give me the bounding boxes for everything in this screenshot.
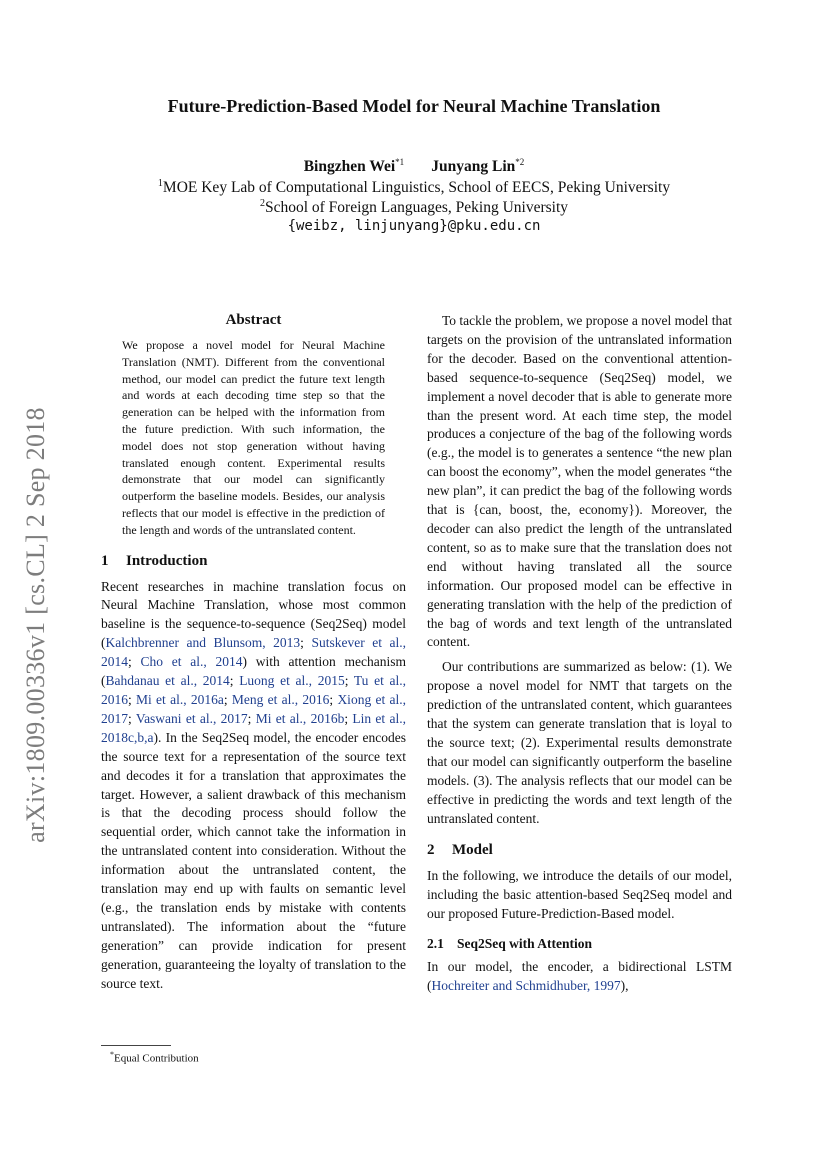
subsection-heading bbox=[427, 936, 732, 952]
section-heading-model bbox=[427, 842, 732, 859]
citation-link[interactable]: Luong et al., 2015 bbox=[239, 673, 345, 689]
citation-sep: ; bbox=[128, 692, 137, 707]
citation-sep: ; bbox=[223, 692, 232, 707]
footnote-divider bbox=[101, 1045, 171, 1046]
citation-sep: ; bbox=[128, 710, 136, 726]
section-number: 2 bbox=[427, 842, 435, 859]
section-number: 1 bbox=[101, 552, 109, 569]
citation-link[interactable]: Tu et al., 2016 bbox=[101, 673, 406, 707]
citation-link[interactable]: Vaswani et al., 2017 bbox=[135, 710, 248, 726]
body-text: In our model, the encoder, a bidirectional LSTM ( bbox=[427, 959, 732, 994]
author-marker: *2 bbox=[515, 157, 525, 167]
citation-sep: ; bbox=[344, 673, 354, 689]
footnote-marker: * bbox=[110, 1050, 114, 1059]
subsection-paragraph bbox=[427, 958, 732, 996]
subsection-number: 2.1 bbox=[427, 936, 444, 952]
citation-link[interactable]: Cho et al., 2014 bbox=[140, 654, 243, 670]
citation-link[interactable]: Xiong et al., 2017 bbox=[101, 692, 406, 726]
footnote-text: Equal Contribution bbox=[114, 1052, 199, 1065]
abstract-heading: Abstract bbox=[225, 312, 282, 328]
left-column bbox=[101, 312, 406, 994]
paper-title: Future-Prediction-Based Model for Neural Machine Translation bbox=[167, 96, 661, 116]
citation-sep: ; bbox=[329, 692, 338, 707]
affiliation-2 bbox=[0, 198, 828, 217]
citation-sep: ; bbox=[229, 673, 240, 689]
author-line bbox=[0, 157, 828, 176]
citation-link[interactable]: Sutskever et al., 2014 bbox=[101, 635, 406, 670]
citation-link[interactable]: Mi et al., 2016a bbox=[136, 692, 224, 707]
author-name: Junyang Lin bbox=[431, 158, 516, 176]
citation-link[interactable]: Kalchbrenner and Blunsom, 2013 bbox=[105, 635, 301, 651]
citation-link[interactable]: Meng et al., 2016 bbox=[231, 692, 330, 707]
abstract-text: We propose a novel model for Neural Machine Translation (NMT). Different from the conventional method, our model can predict the future text length and words at each decoding time step so that the generation can be helped with the information from the future prediction. With such information, the model does not stop generation without having translated enough content. Experimental results demonstrate that our model can significantly outperform the baseline models. Besides, our analysis reflects that our model is effective in the prediction of the length and words of the untranslated content. bbox=[122, 338, 385, 537]
intro-paragraph-2: To tackle the problem, we propose a novel model that targets on the provision of the untranslated information for the decoder. Based on the conventional attention-based sequence-to-sequence (Seq2Seq) model, we implement a novel decoder that is able to generate more than the present word. At each time step, the model produces a conjecture of the bag of the following words (e.g., the model is to generates a sentence “the new plan can boost the economy”, when the model generates “the new plan”, it can predict the bag of the following words that is {can, boost, the, economy}). Moreover, the decoder can also predict the length of the untranslated content, so as to make sure that the translation does not end without having translated all the source information. Our proposed model can be effective in generating translation with the help of the prediction of the bag of words and text length of the untranslated content. bbox=[427, 313, 732, 650]
affiliation-marker: 2 bbox=[259, 198, 265, 209]
intro-paragraph-1 bbox=[101, 578, 406, 994]
affiliation-text: School of Foreign Languages, Peking University bbox=[264, 199, 569, 217]
section-title: Introduction bbox=[126, 552, 208, 569]
affiliation-text: MOE Key Lab of Computational Linguistics, School of EECS, Peking University bbox=[162, 179, 671, 197]
affiliation-1 bbox=[0, 178, 828, 197]
affiliation-marker: 1 bbox=[157, 178, 163, 189]
arxiv-id: arXiv:1809.00336v1 [cs.CL] 2 Sep 2018 bbox=[21, 407, 50, 843]
citation-sep: ; bbox=[344, 710, 353, 726]
body-text: ) with attention mechanism ( bbox=[101, 654, 406, 689]
citation-link[interactable]: Bahdanau et al., 2014 bbox=[105, 673, 230, 689]
citation-sep: ; bbox=[247, 710, 256, 726]
citation-sep: ; bbox=[128, 654, 141, 670]
author-email: {weibz, linjunyang}@pku.edu.cn bbox=[287, 218, 541, 234]
author-name: Bingzhen Wei bbox=[303, 158, 396, 176]
citation-link[interactable]: Lin et al., 2018c,b,a bbox=[101, 710, 406, 745]
section-heading-introduction bbox=[101, 553, 406, 570]
footnote bbox=[110, 1050, 199, 1065]
model-paragraph-1: In the following, we introduce the details of our model, including the basic attention-based Seq2Seq model and our proposed Future-Prediction-Based model. bbox=[427, 868, 732, 922]
arxiv-stamp bbox=[16, 390, 56, 860]
citation-sep: ; bbox=[300, 635, 312, 651]
citation-link[interactable]: Hochreiter and Schmidhuber, 1997 bbox=[431, 978, 621, 994]
right-column bbox=[427, 312, 732, 996]
citation-link[interactable]: Mi et al., 2016b bbox=[255, 710, 345, 726]
body-text: ), bbox=[620, 978, 629, 994]
intro-paragraph-3: Our contributions are summarized as below: (1). We propose a novel model for NMT that targets on the prediction of the untranslated content, which guarantees that the system can generate translation that is loyal to the source text; (2). Experimental results demonstrate that our model can significantly outperform the baseline models. (3). The analysis reflects that our model can be effective in predicting the words and text length of the untranslated content. bbox=[427, 659, 732, 826]
subsection-title: Seq2Seq with Attention bbox=[457, 936, 593, 952]
body-text: Recent researches in machine translation focus on Neural Machine Translation, whose most common baseline is the sequence-to-sequence (Seq2Seq) model ( bbox=[101, 578, 406, 651]
section-title: Model bbox=[452, 842, 493, 859]
author-marker: *1 bbox=[395, 157, 405, 167]
body-text: ). In the Seq2Seq model, the encoder encodes the source text for a representation of the source text and decodes it for a translation that approximates the target. However, a salient drawback of this mechanism is that the decoding process should follow the sequential order, which cannot take the information in the untranslated content into consideration. Without the information about the untranslated content, the translation may end up with faults on semantic level (e.g., the translation ends by mistake with contents untranslated). The information about the “future generation” can provide indication for present generation, guaranteeing the loyalty of translation to the source text. bbox=[101, 729, 406, 991]
